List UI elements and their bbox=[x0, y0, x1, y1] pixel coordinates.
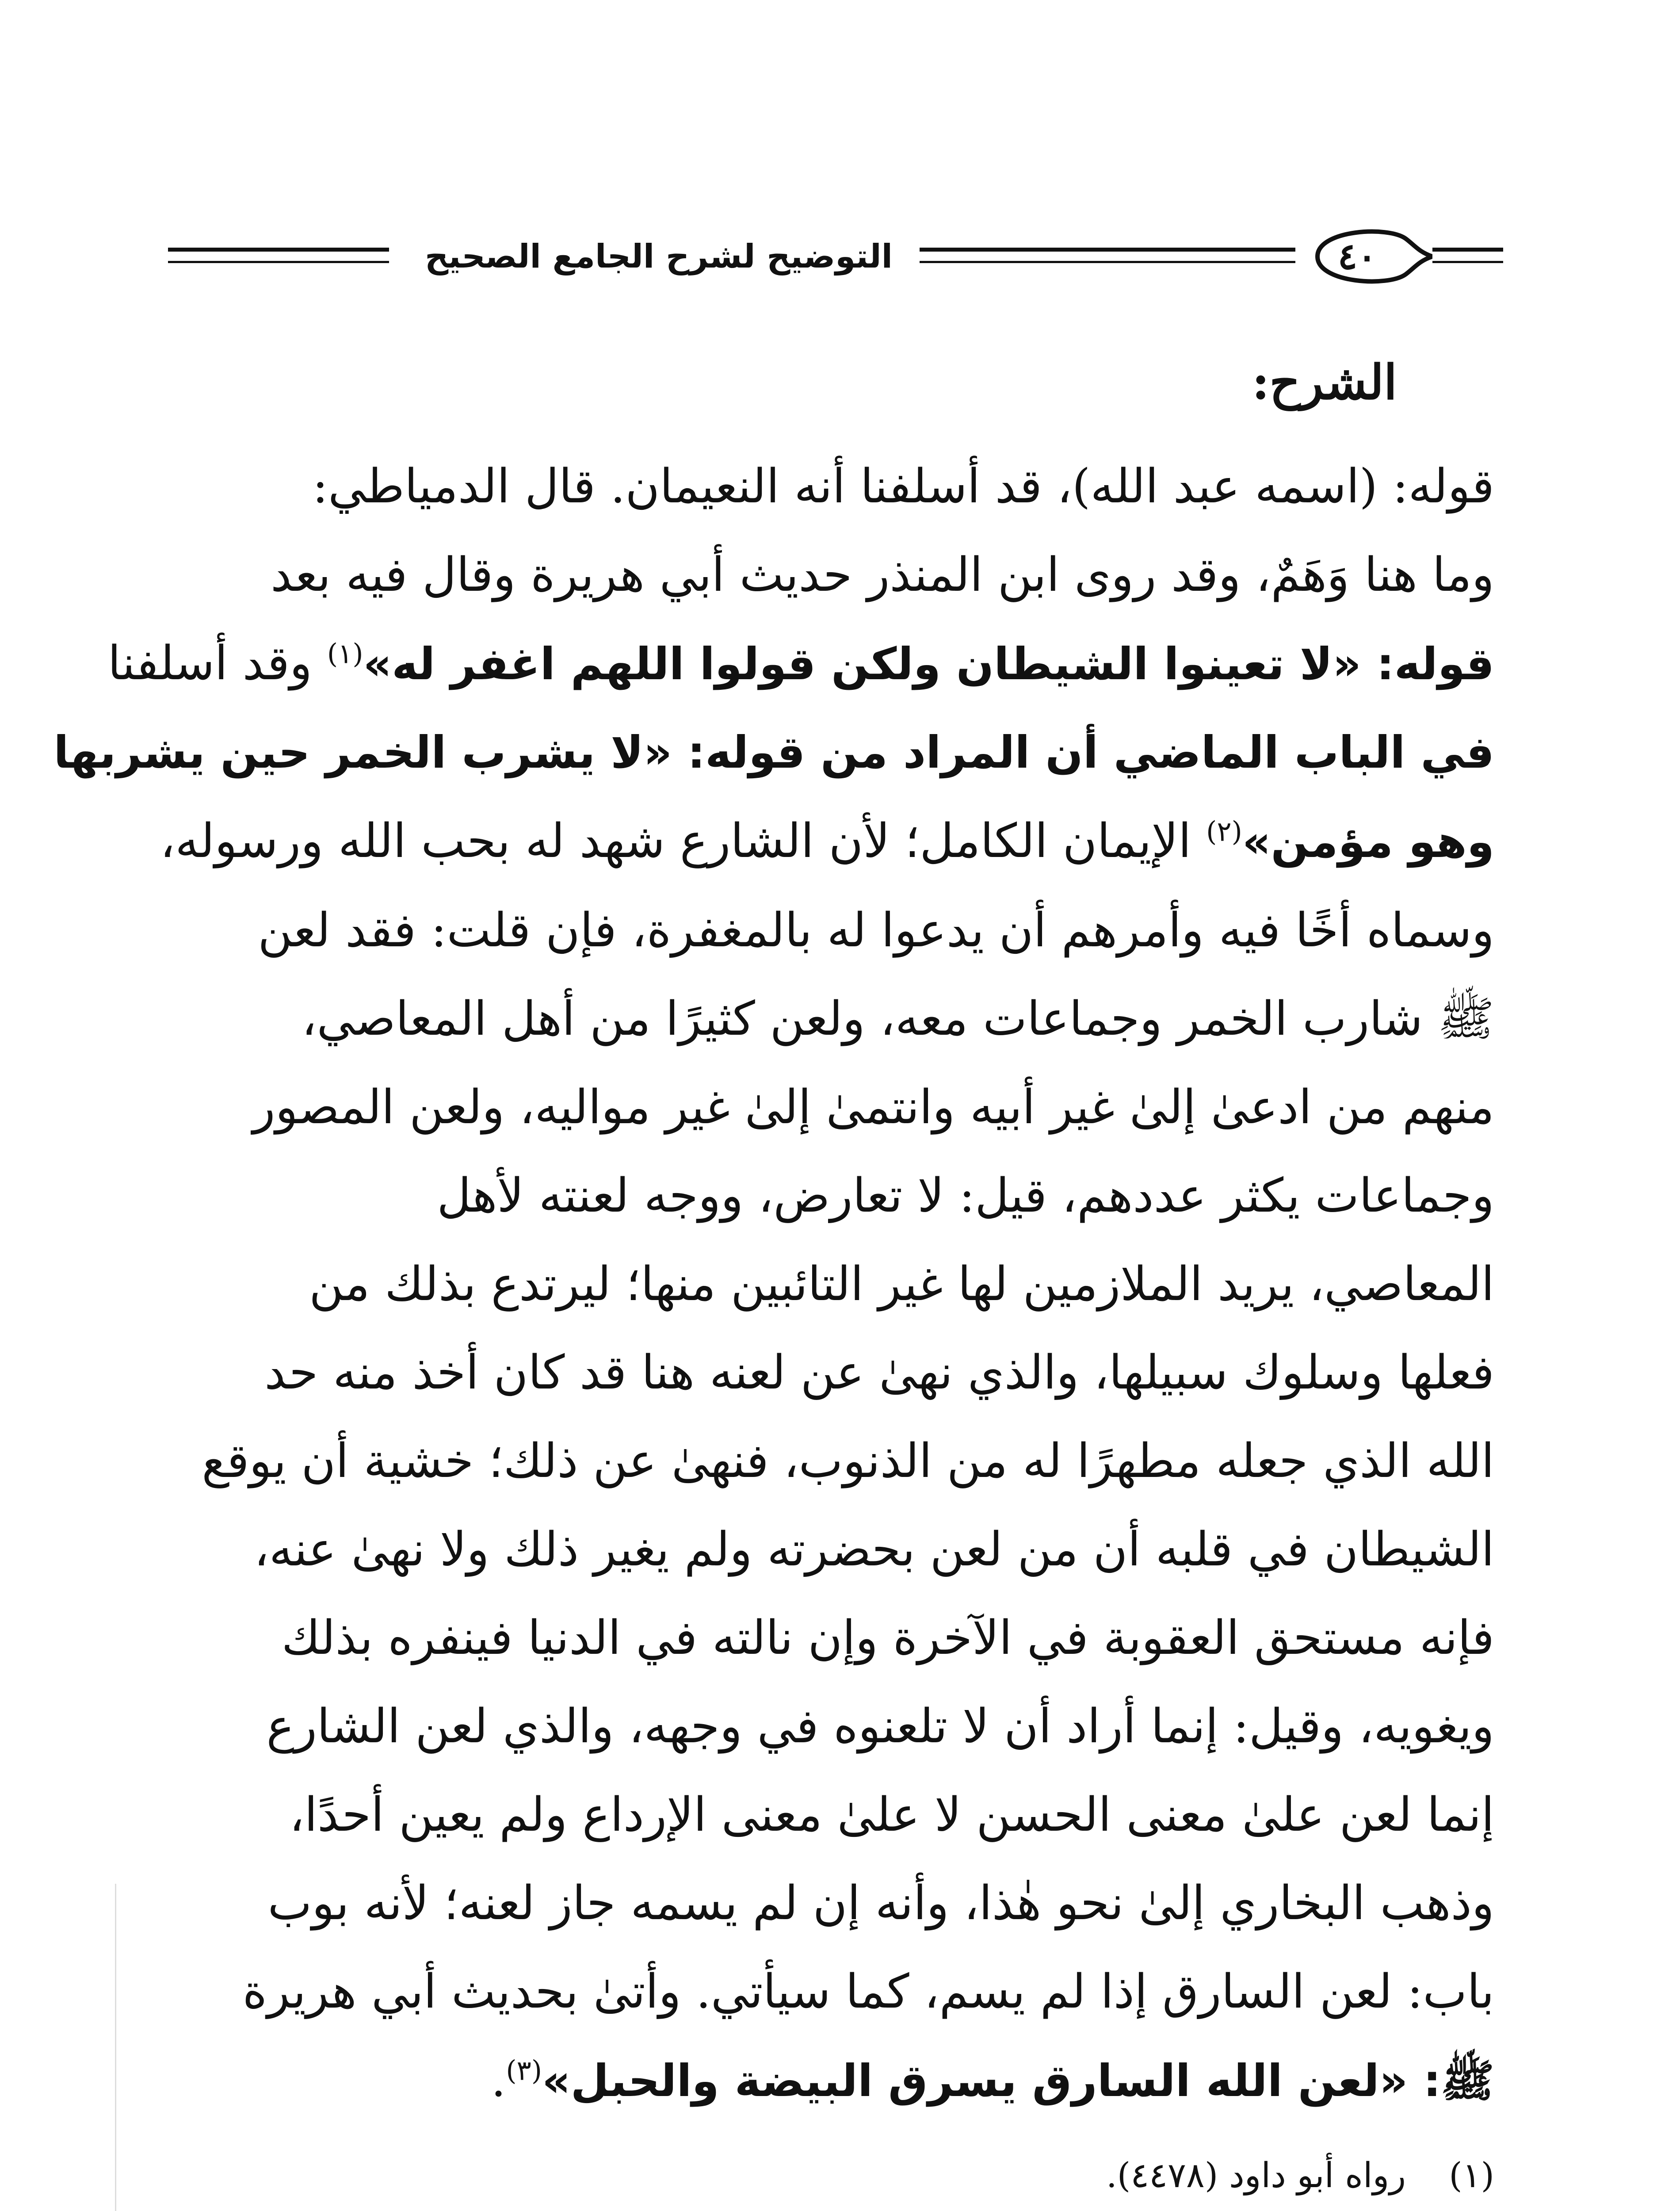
body-line: وسماه أخًا فيه وأمرهم أن يدعوا له بالمغفرة، فإن قلت: فقد لعن bbox=[258, 903, 1494, 957]
header-rule-middle bbox=[920, 248, 1295, 252]
running-title: التوضيح لشرح الجامع الصحيح bbox=[424, 237, 893, 275]
body-line-tail: . bbox=[491, 2053, 506, 2107]
page-number: ٤٠ bbox=[1337, 235, 1377, 278]
body-line bbox=[107, 619, 1494, 708]
body-line: فإنه مستحق العقوبة في الآخرة وإن نالته في الدنيا فينفره بذلك bbox=[281, 1610, 1494, 1665]
commentary-body bbox=[53, 442, 1494, 2125]
header-rule-left-lower bbox=[168, 261, 389, 263]
body-line bbox=[160, 797, 1494, 886]
body-line: وما هنا وَهَمٌ، وقد روى ابن المنذر حديث أبي هريرة وقال فيه بعد bbox=[271, 547, 1494, 602]
body-line: إنما لعن علىٰ معنى الحسن لا علىٰ معنى الإرداع ولم يعين أحدًا، bbox=[289, 1787, 1494, 1842]
body-line: منهم من ادعىٰ إلىٰ غير أبيه وانتمىٰ إلىٰ غير مواليه، ولعن المصور bbox=[252, 1080, 1494, 1134]
footnote-ref: (١) bbox=[327, 637, 363, 670]
hadith-quote-end: وهو مؤمن» bbox=[1242, 816, 1494, 868]
scan-margin-line bbox=[115, 1884, 116, 2211]
footnote-ref: (٢) bbox=[1206, 815, 1242, 848]
body-line-tail: وقد أسلفنا bbox=[107, 636, 313, 690]
running-header bbox=[168, 203, 1503, 310]
hadith-quote: ﷺ: «لعن الله السارق يسرق البيضة والحبل» bbox=[542, 2055, 1494, 2107]
footnote-text: رواه أبو داود (٤٤٧٨). bbox=[1106, 2156, 1406, 2196]
body-line: وجماعات يكثر عددهم، قيل: لا تعارض، ووجه لعنته لأهل bbox=[437, 1168, 1494, 1223]
body-line: وذهب البخاري إلىٰ نحو هٰذا، وأنه إن لم يسمه جاز لعنه؛ لأنه بوب bbox=[267, 1876, 1494, 1930]
body-line: الشيطان في قلبه أن من لعن بحضرته ولم يغير ذلك ولا نهىٰ عنه، bbox=[254, 1522, 1494, 1576]
hadith-quote: قوله: «لا تعينوا الشيطان ولكن قولوا اللهم اغفر له» bbox=[363, 638, 1494, 690]
section-heading: الشرح: bbox=[1252, 355, 1397, 410]
header-rule-right bbox=[1432, 248, 1503, 252]
header-rule-middle-lower bbox=[920, 261, 1295, 263]
footnote-number: (١) bbox=[1449, 2156, 1494, 2196]
body-line bbox=[177, 2036, 1494, 2125]
footnote bbox=[619, 2140, 1494, 2211]
body-line: فعلها وسلوك سبيلها، والذي نهىٰ عن لعنه هنا قد كان أخذ منه حد bbox=[264, 1345, 1494, 1400]
body-line: الله الذي جعله مطهرًا له من الذنوب، فنهىٰ عن ذلك؛ خشية أن يوقع bbox=[202, 1434, 1494, 1488]
body-line: المعاصي، يريد الملازمين لها غير التائبين منها؛ ليرتدع بذلك من bbox=[309, 1257, 1494, 1311]
header-rule-left bbox=[168, 248, 389, 252]
body-line: قوله: (اسمه عبد الله)، قد أسلفنا أنه النعيمان. قال الدمياطي: bbox=[312, 459, 1494, 513]
hadith-quote: في الباب الماضي أن المراد من قوله: «لا يشرب الخمر حين يشربها bbox=[53, 727, 1494, 778]
body-line: ﷺ شارب الخمر وجماعات معه، ولعن كثيرًا من أهل المعاصي، bbox=[302, 991, 1494, 1046]
footnote-ref: (٣) bbox=[506, 2054, 542, 2087]
body-line: باب: لعن السارق إذا لم يسم، كما سيأتي. وأتىٰ بحديث أبي هريرة bbox=[242, 1964, 1494, 2019]
header-rule-right-lower bbox=[1432, 261, 1503, 263]
footnotes bbox=[619, 2140, 1494, 2211]
body-line-tail: الإيمان الكامل؛ لأن الشارع شهد له بحب الله ورسوله، bbox=[160, 814, 1191, 868]
body-line: ويغويه، وقيل: إنما أراد أن لا تلعنوه في وجهه، والذي لعن الشارع bbox=[266, 1699, 1494, 1753]
